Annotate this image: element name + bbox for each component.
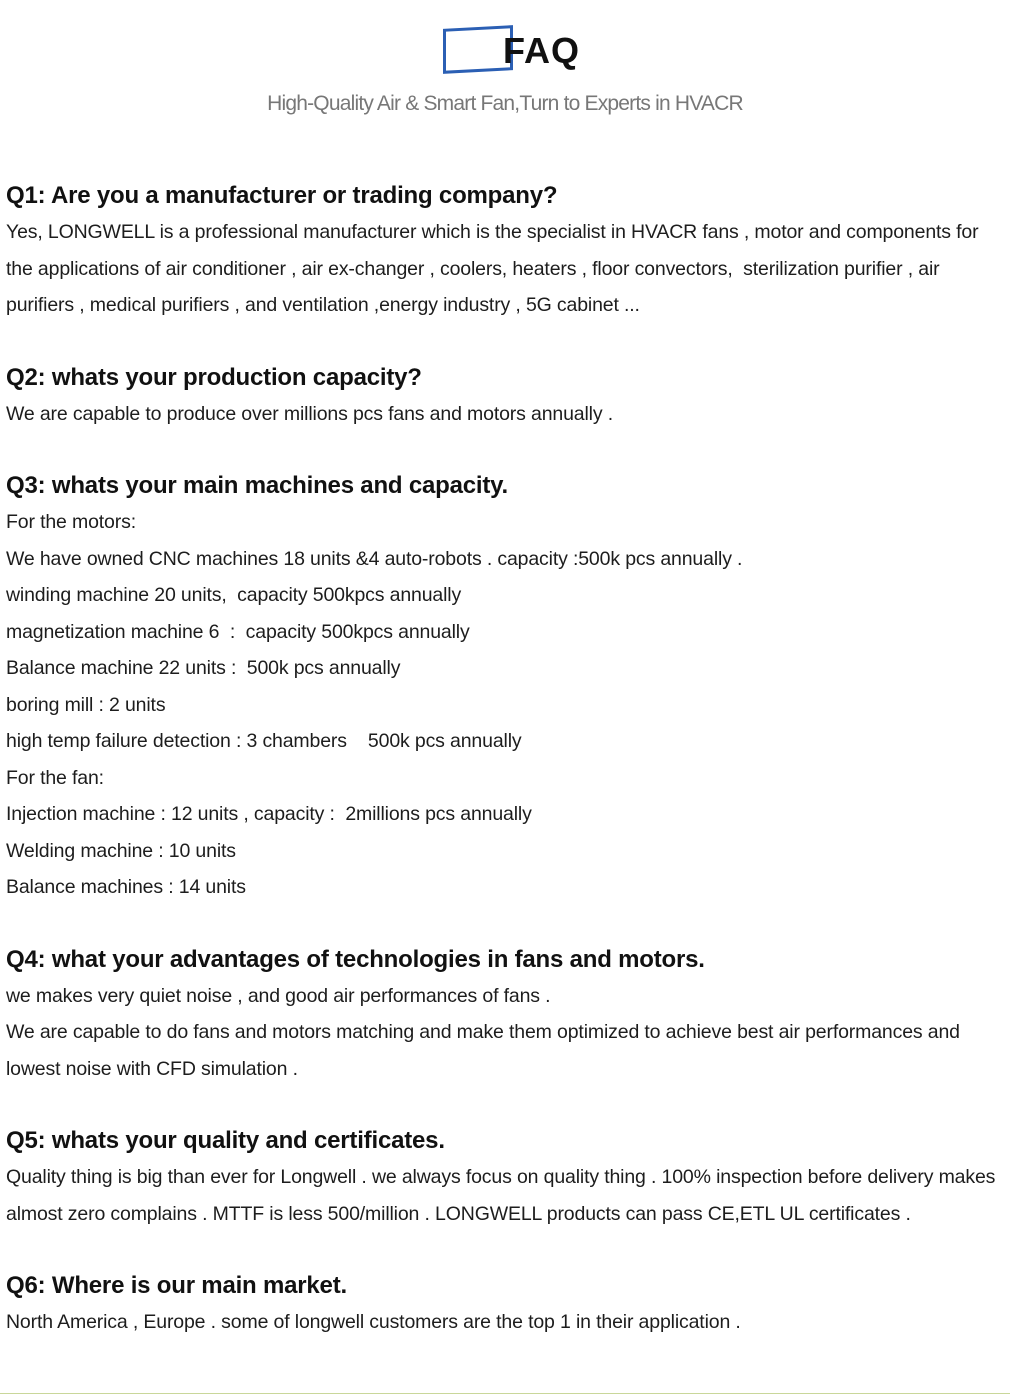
faq-list (6, 178, 1004, 1377)
faq-item (6, 942, 1004, 1088)
faq-answer-line: For the fan: (6, 766, 104, 789)
bottom-divider (0, 1393, 1010, 1394)
faq-answer-line: Quality thing is big than ever for Longwell . we always focus on quality thing . 100% inspection before delivery makes almost zero complains . MTTF is less 500/million . LONGWELL products can pass CE,ETL UL certificates . (6, 1166, 1001, 1225)
faq-answer-line: Welding machine : 10 units (6, 839, 236, 862)
faq-item (6, 1123, 1004, 1232)
faq-answer-line: Balance machine 22 units : 500k pcs annually (6, 657, 401, 679)
faq-answer-line: winding machine 20 units, capacity 500kpcs annually (6, 584, 462, 606)
faq-question: Q1: Are you a manufacturer or trading company? (6, 182, 558, 209)
faq-answer-line: For the motors: (6, 511, 136, 533)
faq-answer-line: We have owned CNC machines 18 units &4 auto-robots . capacity :500k pcs annually . (6, 547, 743, 570)
faq-item (6, 178, 1004, 324)
page-subtitle: High-Quality Air & Smart Fan,Turn to Experts in HVACR (267, 92, 743, 115)
faq-item (6, 1268, 1004, 1341)
faq-question: Q4: what your advantages of technologies in fans and motors. (6, 945, 705, 973)
faq-question: Q6: Where is our main market. (6, 1272, 347, 1299)
faq-header (0, 0, 1010, 130)
faq-answer-line: North America , Europe . some of longwell customers are the top 1 in their application . (6, 1311, 741, 1333)
faq-item (6, 360, 1004, 433)
faq-answer-line: We are capable to do fans and motors matching and make them optimized to achieve best air performances and lowest noise with CFD simulation . (6, 1021, 966, 1080)
faq-item (6, 468, 1004, 906)
faq-answer-line: Yes, LONGWELL is a professional manufacturer which is the specialist in HVACR fans , motor and components for the applications of air conditioner , air ex-changer , coolers, heaters , floor convectors, sterilization purifier , air purifiers , medical purifiers , and ventilation ,energy industry , 5G cabinet ... (6, 221, 984, 316)
faq-answer-line: we makes very quiet noise , and good air performances of fans . (6, 984, 551, 1007)
faq-question: Q5: whats your quality and certificates. (6, 1127, 445, 1154)
faq-answer-line: magnetization machine 6 : capacity 500kpcs annually (6, 620, 470, 643)
faq-answer-line: high temp failure detection : 3 chambers 500k pcs annually (6, 730, 522, 752)
faq-answer-line: boring mill : 2 units (6, 693, 166, 716)
faq-question: Q2: whats your production capacity? (6, 363, 422, 391)
faq-question: Q3: whats your main machines and capacity. (6, 472, 508, 499)
faq-answer-line: Balance machines : 14 units (6, 876, 246, 898)
page-title: FAQ (503, 30, 581, 71)
faq-answer-line: Injection machine : 12 units , capacity : 2millions pcs annually (6, 803, 532, 825)
faq-answer-line: We are capable to produce over millions pcs fans and motors annually . (6, 402, 613, 425)
